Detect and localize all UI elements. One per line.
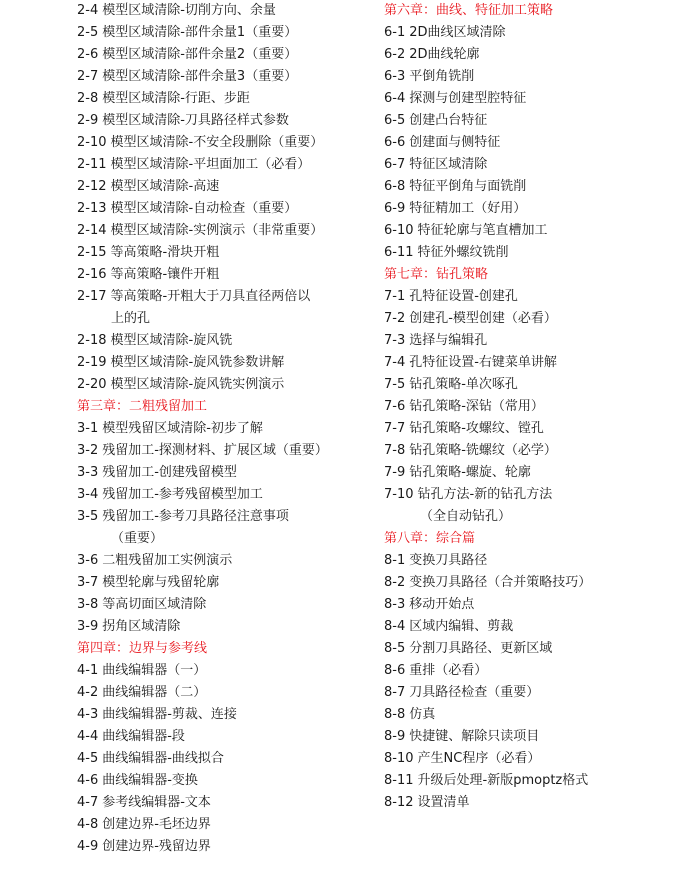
toc-item [77, 154, 372, 176]
toc-item-number: 8-11 [384, 773, 414, 788]
toc-item-number: 8-9 [384, 729, 406, 744]
toc-item-number: 8-12 [384, 795, 414, 810]
toc-left-column [77, 0, 372, 858]
toc-item [384, 330, 684, 352]
toc-item [77, 440, 372, 462]
toc-item-title: 模型区域清除-不安全段删除（重要） [110, 135, 324, 150]
toc-item [384, 110, 684, 132]
toc-item-title: 特征轮廓与笔直槽加工 [417, 223, 548, 238]
toc-item-title: 模型区域清除-实例演示（非常重要） [110, 223, 324, 238]
toc-item-title: 模型区域清除-部件余量3（重要） [102, 69, 298, 84]
toc-item-number: 7-2 [384, 311, 406, 326]
toc-item-title: 特征平倒角与面铣削 [409, 179, 527, 194]
toc-item-title: 模型区域清除-自动检查（重要） [110, 201, 298, 216]
toc-item [77, 484, 372, 506]
toc-item-title: 特征外螺纹铣削 [417, 245, 509, 260]
toc-item-number: 7-9 [384, 465, 406, 480]
toc-item-number: 8-2 [384, 575, 406, 590]
toc-item [384, 440, 684, 462]
toc-item-title: 模型区域清除-部件余量1（重要） [102, 25, 298, 40]
toc-item-title: 残留加工-参考残留模型加工 [102, 487, 263, 502]
toc-item-number: 4-3 [77, 707, 99, 722]
toc-item-title: 模型区域清除-行距、步距 [102, 91, 250, 106]
toc-item-title: 变换刀具路径（合并策略技巧） [409, 575, 592, 590]
toc-item-title: 钻孔策略-深钻（常用） [409, 399, 544, 414]
toc-item-continuation [77, 528, 372, 550]
toc-item-number: 2-19 [77, 355, 107, 370]
toc-item [384, 154, 684, 176]
chapter-heading [77, 396, 372, 418]
toc-item [77, 286, 372, 308]
toc-item [384, 594, 684, 616]
toc-item-title: 重排（必看） [409, 663, 488, 678]
toc-item-title: 残留加工-探测材料、扩展区域（重要） [102, 443, 328, 458]
toc-item [77, 506, 372, 528]
toc-item-title: 仿真 [409, 707, 436, 722]
toc-item-title: 探测与创建型腔特征 [409, 91, 527, 106]
toc-item [384, 286, 684, 308]
toc-item-title: 钻孔策略-铣螺纹（必学） [409, 443, 557, 458]
toc-item-number: 6-5 [384, 113, 406, 128]
toc-item-number: 3-4 [77, 487, 99, 502]
toc-item-number: 4-9 [77, 839, 99, 854]
toc-item-title: 2D曲线区域清除 [409, 25, 506, 40]
toc-item [384, 682, 684, 704]
toc-item-title: 变换刀具路径 [409, 553, 488, 568]
toc-item-title: 模型轮廓与残留轮廓 [102, 575, 220, 590]
chapter-title: 第八章：综合篇 [384, 531, 476, 546]
toc-item [384, 396, 684, 418]
toc-item-title: 模型区域清除-刀具路径样式参数 [102, 113, 289, 128]
toc-item-number: 6-10 [384, 223, 414, 238]
toc-item-title: 二粗残留加工实例演示 [102, 553, 233, 568]
toc-item [384, 88, 684, 110]
toc-item-number: 3-6 [77, 553, 99, 568]
toc-item-number: 4-1 [77, 663, 99, 678]
toc-item-number: 7-8 [384, 443, 406, 458]
toc-item-title: 分割刀具路径、更新区域 [409, 641, 553, 656]
toc-item-number: 7-5 [384, 377, 406, 392]
toc-item [384, 484, 684, 506]
toc-item-number: 8-6 [384, 663, 406, 678]
toc-item [384, 704, 684, 726]
toc-item-title: 模型区域清除-切削方向、余量 [102, 3, 276, 18]
toc-item [384, 726, 684, 748]
toc-item-number: 2-7 [77, 69, 99, 84]
toc-item-number: 8-4 [384, 619, 406, 634]
toc-item-number: 8-10 [384, 751, 414, 766]
toc-item-title: 钻孔方法-新的钻孔方法 [417, 487, 553, 502]
toc-item-number: 2-12 [77, 179, 107, 194]
toc-item-number: 2-18 [77, 333, 107, 348]
toc-item-title: 特征区域清除 [409, 157, 488, 172]
toc-item [77, 682, 372, 704]
toc-item-number: 2-13 [77, 201, 107, 216]
toc-item [77, 836, 372, 858]
toc-item [384, 352, 684, 374]
toc-item [77, 220, 372, 242]
toc-item-number: 4-7 [77, 795, 99, 810]
toc-item-number: 3-2 [77, 443, 99, 458]
toc-item [384, 22, 684, 44]
toc-item [77, 704, 372, 726]
toc-item-title: 模型区域清除-平坦面加工（必看） [110, 157, 311, 172]
toc-item-number: 6-11 [384, 245, 414, 260]
toc-item-title: 拐角区域清除 [102, 619, 181, 634]
toc-item [77, 264, 372, 286]
toc-item [384, 242, 684, 264]
toc-item-title: （重要） [111, 531, 164, 546]
toc-item-number: 4-6 [77, 773, 99, 788]
toc-item [77, 242, 372, 264]
toc-item-number: 2-15 [77, 245, 107, 260]
toc-item-number: 4-2 [77, 685, 99, 700]
toc-item [77, 0, 372, 22]
toc-item-number: 2-16 [77, 267, 107, 282]
toc-item-number: 3-3 [77, 465, 99, 480]
toc-item-number: 2-17 [77, 289, 107, 304]
toc-item [77, 176, 372, 198]
toc-item [77, 770, 372, 792]
toc-item [384, 770, 684, 792]
toc-item [77, 616, 372, 638]
toc-item-number: 7-7 [384, 421, 406, 436]
toc-right-column [384, 0, 684, 814]
toc-item-title: 等高策略-滑块开粗 [110, 245, 220, 260]
toc-item-title: 曲线编辑器-变换 [102, 773, 198, 788]
toc-item-number: 3-8 [77, 597, 99, 612]
toc-item-title: 模型区域清除-旋风铣 [110, 333, 233, 348]
toc-item-number: 6-4 [384, 91, 406, 106]
toc-item [384, 176, 684, 198]
toc-item-title: 设置清单 [417, 795, 470, 810]
toc-item [77, 726, 372, 748]
chapter-title: 第六章：曲线、特征加工策略 [384, 3, 554, 18]
toc-item-number: 7-6 [384, 399, 406, 414]
toc-item [77, 594, 372, 616]
chapter-title: 第七章：钻孔策略 [384, 267, 489, 282]
toc-item-title: 曲线编辑器（二） [102, 685, 207, 700]
toc-item-number: 6-8 [384, 179, 406, 194]
toc-item [77, 550, 372, 572]
toc-item-title: 等高策略-开粗大于刀具直径两倍以 [110, 289, 311, 304]
toc-item [384, 462, 684, 484]
toc-item-number: 2-11 [77, 157, 107, 172]
toc-item [77, 374, 372, 396]
toc-item [77, 198, 372, 220]
toc-item-number: 7-3 [384, 333, 406, 348]
toc-item-title: 产生NC程序（必看） [417, 751, 541, 766]
toc-item [384, 792, 684, 814]
toc-item [77, 792, 372, 814]
toc-item [77, 110, 372, 132]
toc-item [384, 638, 684, 660]
toc-item-number: 3-9 [77, 619, 99, 634]
toc-item-title: 创建面与侧特征 [409, 135, 501, 150]
toc-item-title: 平倒角铣削 [409, 69, 475, 84]
toc-item [384, 132, 684, 154]
toc-item-number: 2-9 [77, 113, 99, 128]
toc-item-number: 7-1 [384, 289, 406, 304]
toc-item [384, 660, 684, 682]
toc-item [77, 462, 372, 484]
toc-item-title: 钻孔策略-螺旋、轮廓 [409, 465, 531, 480]
toc-item [77, 66, 372, 88]
toc-item-title: 孔特征设置-创建孔 [409, 289, 518, 304]
toc-item-title: 模型区域清除-高速 [110, 179, 220, 194]
toc-item-number: 4-4 [77, 729, 99, 744]
toc-item-number: 2-20 [77, 377, 107, 392]
toc-item-title: 升级后处理-新版pmoptz格式 [417, 773, 589, 788]
toc-item [77, 572, 372, 594]
chapter-title: 第三章：二粗残留加工 [77, 399, 208, 414]
chapter-heading [384, 0, 684, 22]
toc-item-title: 上的孔 [111, 311, 151, 326]
toc-item-continuation [77, 308, 372, 330]
toc-item [384, 66, 684, 88]
toc-item-number: 8-3 [384, 597, 406, 612]
toc-item-title: 模型残留区域清除-初步了解 [102, 421, 263, 436]
toc-item-title: 选择与编辑孔 [409, 333, 488, 348]
toc-item-number: 2-4 [77, 3, 99, 18]
toc-item-number: 6-1 [384, 25, 406, 40]
toc-item-number: 7-10 [384, 487, 414, 502]
toc-item-title: 创建边界-毛坯边界 [102, 817, 211, 832]
toc-item-number: 3-1 [77, 421, 99, 436]
toc-item-number: 6-9 [384, 201, 406, 216]
toc-item-title: 曲线编辑器-段 [102, 729, 185, 744]
toc-item [77, 418, 372, 440]
toc-item-title: 2D曲线轮廓 [409, 47, 480, 62]
toc-item-number: 6-6 [384, 135, 406, 150]
toc-item-title: 特征精加工（好用） [409, 201, 527, 216]
toc-item-number: 6-3 [384, 69, 406, 84]
toc-item-title: 刀具路径检查（重要） [409, 685, 540, 700]
toc-item-title: 孔特征设置-右键菜单讲解 [409, 355, 557, 370]
toc-item-title: 残留加工-参考刀具路径注意事项 [102, 509, 289, 524]
toc-item-number: 2-6 [77, 47, 99, 62]
toc-item [77, 132, 372, 154]
toc-item [384, 374, 684, 396]
toc-item-title: 参考线编辑器-文本 [102, 795, 211, 810]
toc-item-title: 钻孔策略-单次啄孔 [409, 377, 518, 392]
toc-item [384, 418, 684, 440]
chapter-heading [384, 528, 684, 550]
toc-item [77, 330, 372, 352]
toc-item [384, 550, 684, 572]
toc-item-number: 8-7 [384, 685, 406, 700]
toc-item [384, 198, 684, 220]
toc-item-title: 等高策略-镶件开粗 [110, 267, 220, 282]
toc-item-number: 8-1 [384, 553, 406, 568]
toc-item-title: 残留加工-创建残留模型 [102, 465, 237, 480]
toc-item [77, 748, 372, 770]
chapter-heading [77, 638, 372, 660]
toc-item-number: 2-14 [77, 223, 107, 238]
toc-item-title: （全自动钻孔） [420, 509, 512, 524]
toc-item [384, 572, 684, 594]
chapter-heading [384, 264, 684, 286]
toc-item-title: 曲线编辑器（一） [102, 663, 207, 678]
toc-item-title: 曲线编辑器-曲线拟合 [102, 751, 224, 766]
chapter-title: 第四章：边界与参考线 [77, 641, 208, 656]
toc-item-number: 7-4 [384, 355, 406, 370]
toc-item-title: 曲线编辑器-剪裁、连接 [102, 707, 237, 722]
toc-item-number: 2-10 [77, 135, 107, 150]
toc-item-number: 6-7 [384, 157, 406, 172]
toc-item-number: 4-5 [77, 751, 99, 766]
toc-item [384, 616, 684, 638]
toc-item-number: 8-8 [384, 707, 406, 722]
toc-item-title: 创建边界-残留边界 [102, 839, 211, 854]
toc-item [384, 748, 684, 770]
toc-item [384, 308, 684, 330]
toc-item [77, 660, 372, 682]
toc-item-number: 3-7 [77, 575, 99, 590]
toc-item-number: 3-5 [77, 509, 99, 524]
toc-item-title: 快捷键、解除只读项目 [409, 729, 540, 744]
toc-item-continuation [384, 506, 684, 528]
toc-item-title: 等高切面区域清除 [102, 597, 207, 612]
toc-item-title: 钻孔策略-攻螺纹、镗孔 [409, 421, 544, 436]
toc-item [77, 814, 372, 836]
toc-item-title: 移动开始点 [409, 597, 475, 612]
toc-item-number: 2-5 [77, 25, 99, 40]
toc-item-title: 模型区域清除-部件余量2（重要） [102, 47, 298, 62]
toc-item-title: 创建凸台特征 [409, 113, 488, 128]
toc-item [384, 44, 684, 66]
toc-item-title: 模型区域清除-旋风铣参数讲解 [110, 355, 285, 370]
toc-item [384, 220, 684, 242]
toc-item-number: 4-8 [77, 817, 99, 832]
toc-item-number: 8-5 [384, 641, 406, 656]
toc-item [77, 352, 372, 374]
toc-item-title: 创建孔-模型创建（必看） [409, 311, 557, 326]
toc-item [77, 22, 372, 44]
toc-item [77, 88, 372, 110]
toc-item-number: 6-2 [384, 47, 406, 62]
toc-item-number: 2-8 [77, 91, 99, 106]
toc-item [77, 44, 372, 66]
toc-item-title: 区域内编辑、剪裁 [409, 619, 514, 634]
toc-item-title: 模型区域清除-旋风铣实例演示 [110, 377, 285, 392]
